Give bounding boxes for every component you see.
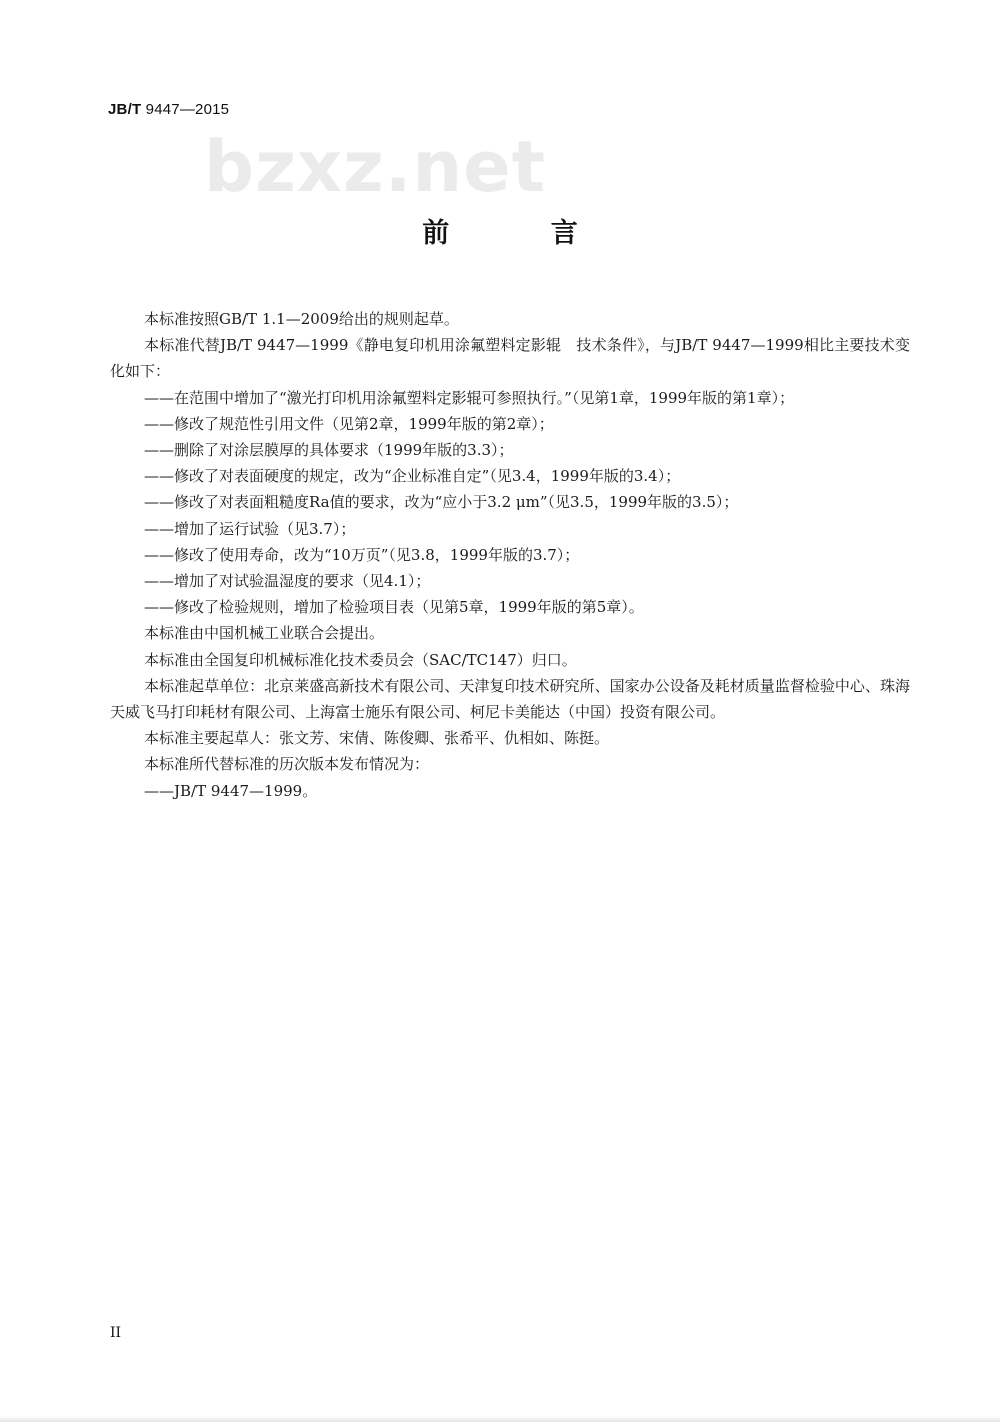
paragraph-committee: 本标准由全国复印机械标准化技术委员会（SAC/TC147）归口。 — [144, 650, 577, 669]
change-item: ——删除了对涂层膜厚的具体要求（1999年版的3.3）； — [144, 441, 514, 460]
preface-body — [110, 306, 910, 804]
change-item: ——修改了使用寿命，改为“10万页”（见3.8，1999年版的3.7）； — [144, 545, 580, 564]
page-number: II — [110, 1325, 122, 1341]
page-title: 前 言 — [422, 218, 624, 249]
paragraph-replacement: 本标准代替JB/T 9447—1999《静电复印机用涂氟塑料定影辊 技术条件》，与JB/T 9447—1999相比主要技术变化如下： — [110, 336, 910, 381]
change-item: ——增加了运行试验（见3.7）； — [144, 519, 356, 538]
paragraph-drafting-units: 本标准起草单位：北京莱盛高新技术有限公司、天津复印技术研究所、国家办公设备及耗材质量监督检验中心、珠海天威飞马打印耗材有限公司、上海富士施乐有限公司、柯尼卡美能达（中国）投资有限公司。 — [110, 676, 910, 722]
paragraph-drafters: 本标准主要起草人：张文芳、宋倩、陈俊卿、张希平、仇相如、陈挺。 — [144, 729, 610, 748]
change-item: ——在范围中增加了“激光打印机用涂氟塑料定影辊可参照执行。”（见第1章，1999年版的第1章）； — [144, 388, 795, 407]
watermark-text: bzxz.net — [204, 126, 547, 208]
change-item: ——修改了规范性引用文件（见第2章，1999年版的第2章）； — [144, 414, 554, 433]
standard-code-prefix: JB/T — [108, 101, 142, 118]
change-item: ——修改了检验规则，增加了检验项目表（见第5章，1999年版的第5章）。 — [144, 598, 644, 617]
standard-code-header — [108, 101, 229, 118]
paragraph-drafting-rules: 本标准按照GB/T 1.1—2009给出的规则起草。 — [144, 310, 459, 328]
change-item: ——修改了对表面硬度的规定，改为“企业标准自定”（见3.4，1999年版的3.4）； — [144, 467, 681, 486]
paragraph-history-intro: 本标准所代替标准的历次版本发布情况为： — [144, 755, 430, 774]
page-bottom-edge — [0, 1416, 1000, 1422]
change-item: ——修改了对表面粗糙度Ra值的要求，改为“应小于3.2 μm”（见3.5，1999年版的3.5）； — [144, 493, 739, 512]
paragraph-proposer: 本标准由中国机械工业联合会提出。 — [144, 624, 385, 643]
standard-code-number: 9447—2015 — [141, 101, 230, 118]
change-item: ——增加了对试验温湿度的要求（见4.1）； — [144, 572, 431, 591]
history-item: ——JB/T 9447—1999。 — [144, 781, 318, 800]
